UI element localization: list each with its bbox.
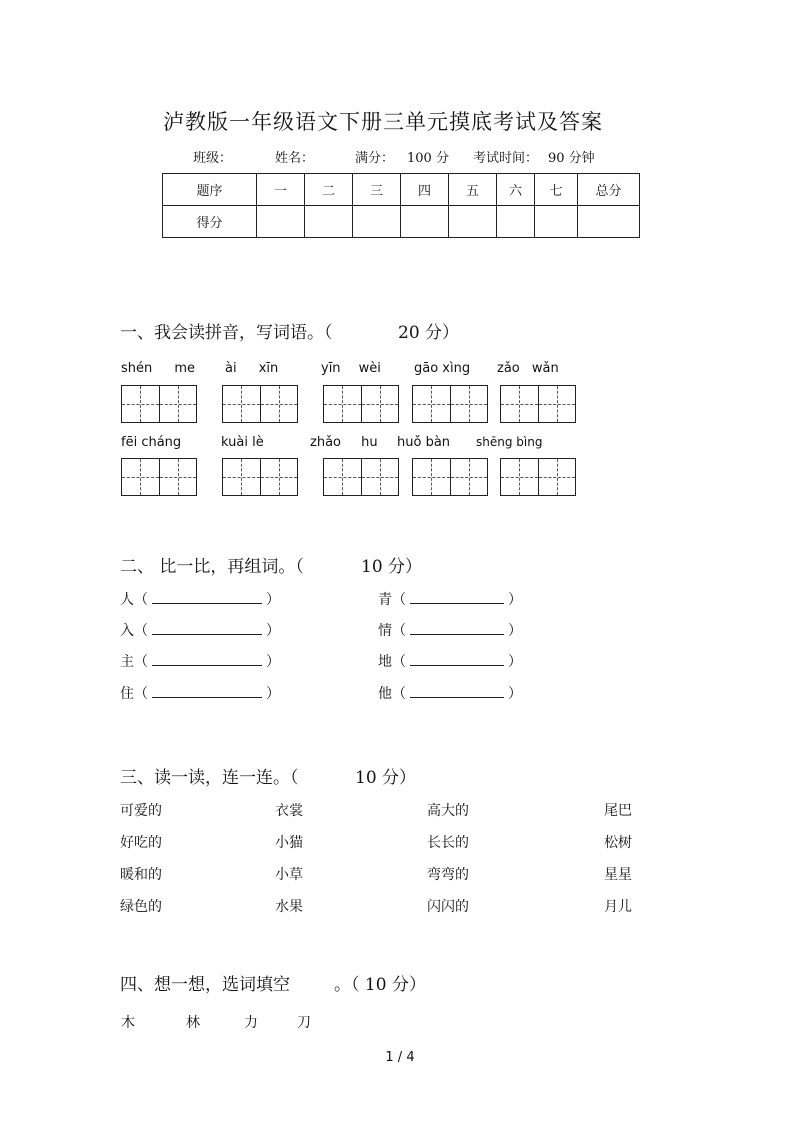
compare-char: 情（ <box>378 623 406 639</box>
score-blank-cell[interactable] <box>578 206 640 238</box>
score-blank-cell[interactable] <box>401 206 449 238</box>
class-label: 班级： <box>193 151 233 166</box>
section2-points: 10 分） <box>361 557 423 577</box>
choice-word: 木 <box>121 1015 135 1031</box>
answer-blank[interactable] <box>410 653 504 666</box>
pinyin-label: shén me <box>121 361 196 376</box>
compare-item-right <box>378 589 522 609</box>
match-word[interactable]: 小草 <box>275 867 303 883</box>
score-blank-cell[interactable] <box>449 206 497 238</box>
score-blank-cell[interactable] <box>497 206 535 238</box>
choice-word: 林 <box>186 1015 200 1031</box>
full-score-label: 满分： <box>355 151 395 166</box>
score-cell: 六 <box>497 174 535 206</box>
compare-char: 入（ <box>120 623 148 639</box>
name-label: 姓名： <box>275 151 315 166</box>
pinyin-label: shēng bìng <box>476 435 543 449</box>
answer-blank[interactable] <box>410 622 504 635</box>
writing-grid[interactable] <box>121 458 197 496</box>
compare-char: 主（ <box>120 654 148 670</box>
writing-grid[interactable] <box>500 458 576 496</box>
compare-char: 他（ <box>378 686 406 702</box>
score-cell: 四 <box>401 174 449 206</box>
score-blank-cell[interactable] <box>353 206 401 238</box>
exam-time-value: 90 分钟 <box>548 151 595 166</box>
exam-time-label: 考试时间： <box>473 151 539 166</box>
writing-grid[interactable] <box>500 385 576 423</box>
writing-grid[interactable] <box>222 385 298 423</box>
close-paren: ） <box>508 592 522 608</box>
match-word[interactable]: 水果 <box>275 899 303 915</box>
pinyin-label: zhǎo hu <box>310 435 378 450</box>
writing-grid[interactable] <box>121 385 197 423</box>
score-table-header-row <box>163 174 640 206</box>
compare-item-left <box>120 589 280 609</box>
match-word[interactable]: 松树 <box>604 835 632 851</box>
choice-word: 刀 <box>297 1015 311 1031</box>
answer-blank[interactable] <box>152 622 262 635</box>
choice-word: 力 <box>244 1015 258 1031</box>
score-table <box>162 173 640 238</box>
score-cell: 一 <box>257 174 305 206</box>
score-cell: 得分 <box>163 206 257 238</box>
writing-grid[interactable] <box>323 458 399 496</box>
match-word[interactable]: 可爱的 <box>120 803 162 819</box>
compare-item-left <box>120 683 280 703</box>
answer-blank[interactable] <box>410 591 504 604</box>
match-word[interactable]: 尾巴 <box>604 803 632 819</box>
section3-heading: 三、读一读，连一连。（ <box>120 768 299 788</box>
pinyin-label: fēi cháng <box>121 435 182 450</box>
match-word[interactable]: 衣裳 <box>275 803 303 819</box>
page-title: 泸教版一年级语文下册三单元摸底考试及答案 <box>163 110 603 134</box>
compare-char: 人（ <box>120 592 148 608</box>
writing-grid[interactable] <box>412 458 488 496</box>
compare-item-left <box>120 651 280 671</box>
pinyin-label: kuài lè <box>221 435 264 450</box>
section1-heading: 一、我会读拼音，写词语。（ <box>120 323 333 343</box>
close-paren: ） <box>266 592 280 608</box>
score-cell: 五 <box>449 174 497 206</box>
full-score-value: 100 分 <box>407 151 449 166</box>
match-word[interactable]: 月儿 <box>604 899 632 915</box>
match-word[interactable]: 暖和的 <box>120 867 162 883</box>
answer-blank[interactable] <box>152 591 262 604</box>
close-paren: ） <box>508 654 522 670</box>
score-table-score-row <box>163 206 640 238</box>
match-word[interactable]: 高大的 <box>427 803 469 819</box>
compare-item-left <box>120 620 280 640</box>
score-cell: 七 <box>535 174 578 206</box>
section4-points: 。（ 10 分） <box>334 975 426 995</box>
page-number: 1 / 4 <box>385 1050 415 1065</box>
score-cell: 三 <box>353 174 401 206</box>
score-cell: 总分 <box>578 174 640 206</box>
score-blank-cell[interactable] <box>305 206 353 238</box>
score-cell: 题序 <box>163 174 257 206</box>
writing-grid[interactable] <box>323 385 399 423</box>
match-word[interactable]: 星星 <box>604 867 632 883</box>
close-paren: ） <box>266 686 280 702</box>
close-paren: ） <box>266 654 280 670</box>
pinyin-label: huǒ bàn <box>397 435 451 450</box>
writing-grid[interactable] <box>412 385 488 423</box>
section3-points: 10 分） <box>355 768 417 788</box>
compare-item-right <box>378 683 522 703</box>
score-blank-cell[interactable] <box>257 206 305 238</box>
match-word[interactable]: 弯弯的 <box>427 867 469 883</box>
compare-item-right <box>378 651 522 671</box>
match-word[interactable]: 长长的 <box>427 835 469 851</box>
match-word[interactable]: 好吃的 <box>120 835 162 851</box>
score-cell: 二 <box>305 174 353 206</box>
close-paren: ） <box>508 623 522 639</box>
pinyin-label: gāo xìng <box>414 361 471 376</box>
answer-blank[interactable] <box>152 653 262 666</box>
match-word[interactable]: 闪闪的 <box>427 899 469 915</box>
close-paren: ） <box>508 686 522 702</box>
pinyin-label: yīn wèi <box>321 361 381 376</box>
score-blank-cell[interactable] <box>535 206 578 238</box>
pinyin-label: ài xīn <box>225 361 279 376</box>
compare-char: 青（ <box>378 592 406 608</box>
pinyin-label: zǎo wǎn <box>497 361 559 376</box>
compare-item-right <box>378 620 522 640</box>
section1-points: 20 分） <box>398 323 460 343</box>
answer-blank[interactable] <box>152 685 262 698</box>
match-word[interactable]: 绿色的 <box>120 899 162 915</box>
compare-char: 住（ <box>120 686 148 702</box>
writing-grid[interactable] <box>222 458 298 496</box>
compare-char: 地（ <box>378 654 406 670</box>
section2-heading: 二、 比一比，再组词。（ <box>120 557 304 577</box>
close-paren: ） <box>266 623 280 639</box>
section4-heading: 四、想一想，选词填空 <box>120 975 290 995</box>
match-word[interactable]: 小猫 <box>275 835 303 851</box>
answer-blank[interactable] <box>410 685 504 698</box>
